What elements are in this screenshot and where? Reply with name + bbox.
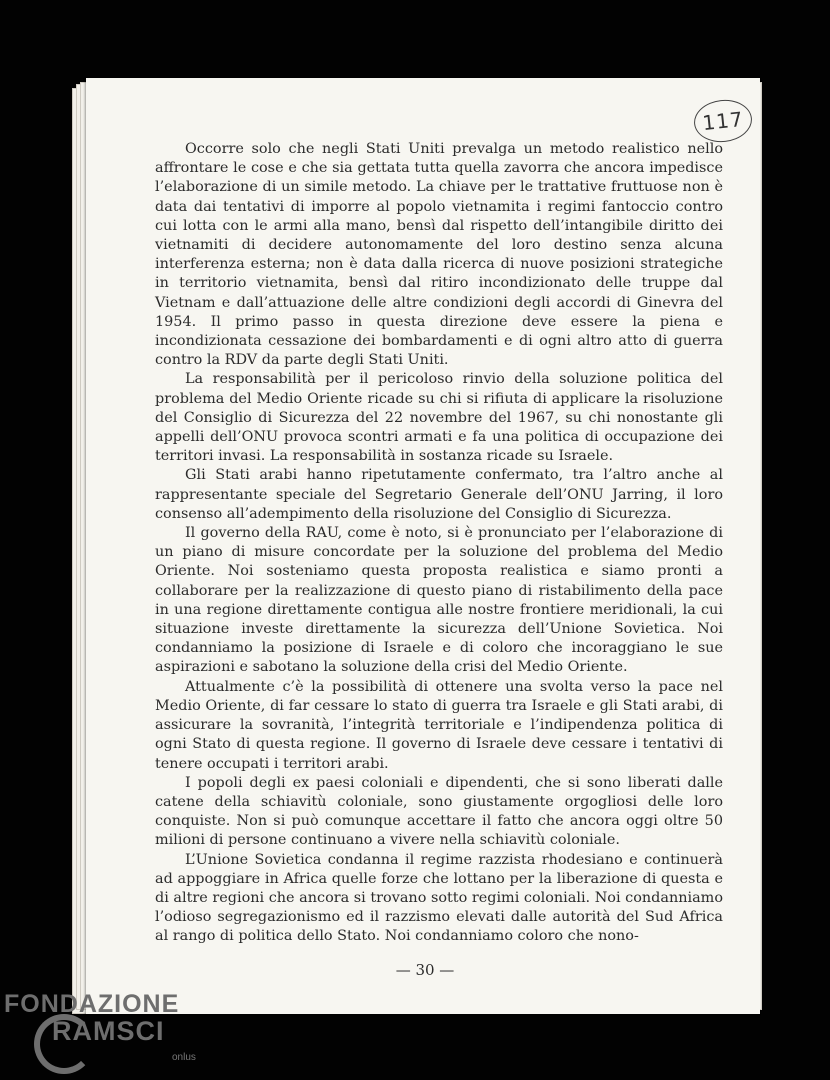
watermark-sub: onlus [172, 1052, 196, 1063]
watermark-line-2: RAMSCI [52, 1016, 165, 1046]
handwritten-page-mark: 117 [692, 97, 754, 145]
paragraph: Gli Stati arabi hanno ripetutamente confermato, tra l’altro anche al rappresentante speciale del Segretario Generale dell’ONU Jarring, il loro consenso all’adempimento della risoluzione del Consiglio di Sicurezza. [155, 467, 723, 522]
paragraph: I popoli degli ex paesi coloniali e dipendenti, che si sono liberati dalle catene della schiavitù coloniale, sono giustamente orgogliosi delle loro conquiste. Non si può comunque accettare il fatto che ancora oggi oltre 50 milioni di persone continuano a vivere nella schiavitù coloniale. [155, 774, 723, 849]
page-number: — 30 — [395, 961, 455, 979]
paragraph: Occorre solo che negli Stati Uniti prevalga un metodo realistico nello affrontare le cose e che sia gettata tutta quella zavorra che ancora impedisce l’elaborazione di un simile metodo. La chiave per le trattative fruttuose non è data dai tentativi di imporre al popolo vietnamita i regimi fantoccio contro cui lotta con le armi alla mano, bensì dal rispetto dell’intangibile diritto dei vietnamiti di decidere autonomamente del loro destino senza alcuna interferenza esterna; non è data dalla ricerca di nuove posizioni strategiche in territorio vietnamita, bensì dal ritiro incondizionato delle truppe dal Vietnam e dall’attuazione delle altre condizioni degli accordi di Ginevra del 1954. Il primo passo in questa direzione deve essere la piena e incondizionata cessazione dei bombardamenti e di ogni altro atto di guerra contro la RDV da parte degli Stati Uniti. [155, 141, 723, 369]
watermark-logo [4, 990, 224, 1080]
watermark-line-1: FONDAZIONE [4, 990, 180, 1018]
paragraph: Attualmente c’è la possibilità di ottenere una svolta verso la pace nel Medio Oriente, di far cessare lo stato di guerra tra Israele e gli Stati arabi, di assicurare la sovranità, l’integrità territoriale e l’indipendenza politica di ogni Stato di questa regione. Il governo di Israele deve cessare i tentativi di tenere occupati i territori arabi. [155, 678, 723, 772]
body-text [155, 140, 723, 947]
paragraph: L’Unione Sovietica condanna il regime razzista rhodesiano e continuerà ad appoggiare in Africa quelle forze che lottano per la liberazione di questa e di altre regioni che ancora si trovano sotto regimi coloniali. Noi condanniamo l’odioso segregazionismo ed il razzismo elevati dalle autorità del Sud Africa al rango di politica dello Stato. Noi condanniamo coloro che nono- [155, 851, 723, 945]
paragraph: La responsabilità per il pericoloso rinvio della soluzione politica del problema del Medio Oriente ricade su chi si rifiuta di applicare la risoluzione del Consiglio di Sicurezza del 22 novembre del 1967, su chi nonostante gli appelli dell’ONU provoca scontri armati e fa una politica di occupazione dei territori invasi. La responsabilità in sostanza ricade su Israele. [155, 371, 723, 465]
paragraph: Il governo della RAU, come è noto, si è pronunciato per l’elaborazione di un piano di misure concordate per la soluzione del problema del Medio Oriente. Noi sosteniamo questa proposta realistica e siamo pronti a collaborare per la realizzazione di questo piano di ristabilimento della pace in una regione direttamente contigua alle nostre frontiere meridionali, la cui situazione investe direttamente la sicurezza dell’Unione Sovietica. Noi condanniamo la posizione di Israele e di coloro che incoraggiano le sue aspirazioni e sabotano la soluzione della crisi del Medio Oriente. [155, 525, 723, 676]
